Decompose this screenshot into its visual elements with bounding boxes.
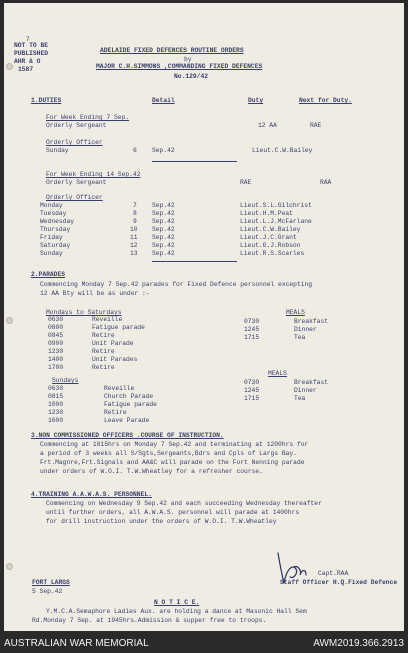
activity: Retire (92, 348, 115, 355)
activity: Retire (92, 332, 115, 339)
roster-officer: Lieut.H.M.Peat (240, 210, 293, 217)
roster-num: 7 (133, 202, 137, 209)
archive-name: AUSTRALIAN WAR MEMORIAL (4, 638, 149, 649)
roster-officer: Lieut.L.J.McFarlane (240, 218, 312, 225)
activity: Reveille (92, 316, 123, 323)
signatory-role: Staff Officer H.Q.Fixed Defence (280, 579, 398, 586)
time: 0630 (48, 385, 64, 392)
activity: Unit Parades (92, 356, 138, 363)
duty-value: RAA (320, 179, 332, 186)
duty-num: 6 (133, 147, 137, 154)
time: 1715 (244, 334, 260, 341)
roster-officer: Lieut.C.W.Bailey (240, 226, 301, 233)
column-header: Next for Duty. (299, 97, 352, 104)
roster-day: Wednesday (40, 218, 75, 225)
duty-value: RAE (240, 179, 252, 186)
punch-hole (6, 63, 13, 70)
section-heading: 2.PARADES (31, 271, 66, 278)
roster-num: 12 (130, 242, 138, 249)
schedule-heading: Mondays to Saturdays (46, 309, 122, 316)
meal: Breakfast (294, 318, 329, 325)
meals-heading: MEALS (268, 370, 287, 377)
schedule-heading: Sundays (52, 377, 79, 384)
duty-date: Sep.42 (152, 147, 175, 154)
archive-footer (0, 633, 408, 653)
paragraph-line: Commencing on Wednesday 9 Sep.42 and each succeeding Wednesday thereafter (46, 500, 322, 507)
notice-line: Y.M.C.A.Semaphore Ladies Aux. are holding a dance at Masonic Hall Sem (46, 608, 307, 615)
punch-hole (6, 563, 13, 570)
paragraph-line: a period of 3 weeks all S/Sgts,Sergeants,Bdrs and Cpls of Largs Bay. (40, 450, 297, 457)
commanding-officer: MAJOR C.H.SIMMONS ,COMMANDING FIXED DEFENCES (96, 63, 263, 70)
time: 1230 (48, 348, 64, 355)
meal: Dinner (294, 326, 317, 333)
roster-officer: Lieut.G.J.Robson (240, 242, 301, 249)
accession-number: AWM2019.366.2913 (313, 638, 404, 649)
roster-date: Sep.42 (152, 234, 175, 241)
issue-date: 5 Sep.42 (32, 588, 63, 595)
corner-line: 1587 (18, 66, 34, 73)
roster-date: Sep.42 (152, 210, 175, 217)
paragraph-line: for drill instruction under the orders of W.O.I. T.W.Wheatley (46, 518, 277, 525)
time: 0730 (244, 318, 260, 325)
time: 0730 (244, 379, 260, 386)
roster-day: Friday (40, 234, 63, 241)
duty-label: Orderly Sergeant (46, 179, 107, 186)
week-heading: For Week Ending 14 Sep.42 (46, 171, 141, 178)
time: 1245 (244, 326, 260, 333)
order-number: No.129/42 (174, 73, 209, 80)
roster-date: Sep.42 (152, 250, 175, 257)
roster-day: Sunday (40, 250, 63, 257)
activity: Unit Parade (92, 340, 134, 347)
roster-date: Sep.42 (152, 226, 175, 233)
time: 0900 (48, 340, 64, 347)
roster-date: Sep.42 (152, 242, 175, 249)
week-heading: For Week Ending 7 Sep. (46, 114, 130, 121)
paragraph-line: Commencing Monday 7 Sep.42 parades for Fixed Defence personnel excepting (40, 281, 313, 288)
roster-day: Saturday (40, 242, 71, 249)
time: 1000 (48, 401, 64, 408)
roster-day: Thursday (40, 226, 71, 233)
column-header: Duty (248, 97, 264, 104)
paragraph-line: 12 AA Bty will be as under :- (40, 290, 150, 297)
corner-mark: 7 (26, 36, 30, 43)
roster-officer: Lieut.R.S.Scarles (240, 250, 305, 257)
header-by: by (184, 56, 192, 63)
paragraph-line: under orders of W.O.I. T.W.Wheatley for a refresher course. (40, 468, 263, 475)
duty-value: RAE (310, 122, 322, 129)
roster-num: 10 (130, 226, 138, 233)
duty-label: Orderly Sergeant (46, 122, 107, 129)
time: 1230 (48, 409, 64, 416)
dashed-rule (152, 261, 237, 262)
meal: Breakfast (294, 379, 329, 386)
paragraph-line: Frt.Magnre,Frt.Signals and AA&C will parade on the Fort Nenning parade (40, 459, 305, 466)
roster-num: 11 (130, 234, 138, 241)
activity: Fatigue parade (92, 324, 145, 331)
duty-day: Sunday (46, 147, 69, 154)
activity: Retire (92, 364, 115, 371)
time: 1700 (48, 364, 64, 371)
duty-label: Orderly Officer (46, 139, 103, 146)
notice-heading: N O T I C E. (154, 599, 200, 606)
notice-line: Rd.Monday 7 Sep. at 1945hrs.Admission & supper free to troops. (32, 617, 267, 624)
time: 1715 (244, 395, 260, 402)
roster-num: 13 (130, 250, 138, 257)
activity: Reveille (104, 385, 135, 392)
document-page (4, 3, 404, 631)
time: 0630 (48, 316, 64, 323)
column-header: Detail (152, 97, 175, 104)
meal: Tea (294, 395, 306, 402)
punch-hole (6, 317, 13, 324)
dashed-rule (152, 161, 237, 162)
activity: Fatigue parade (104, 401, 157, 408)
section-heading: 1.DUTIES (31, 97, 62, 104)
corner-line: AHR & O (14, 58, 41, 65)
roster-num: 8 (133, 210, 137, 217)
paragraph-line: until further orders, all A.W.A.S. personnel will parade at 1400hrs (46, 509, 300, 516)
corner-line: NOT TO BE (14, 42, 49, 49)
issue-place: FORT LARGS (32, 579, 70, 586)
meals-heading: MEALS (286, 309, 305, 316)
roster-date: Sep.42 (152, 202, 175, 209)
roster-day: Tuesday (40, 210, 67, 217)
activity: Retire (104, 409, 127, 416)
roster-date: Sep.42 (152, 218, 175, 225)
roster-day: Monday (40, 202, 63, 209)
time: 1400 (48, 356, 64, 363)
time: 0845 (48, 332, 64, 339)
meal: Dinner (294, 387, 317, 394)
time: 0815 (48, 393, 64, 400)
time: 0800 (48, 324, 64, 331)
roster-officer: Lieut.S.L.Gilchrist (240, 202, 312, 209)
time: 1600 (48, 417, 64, 424)
paragraph-line: Commencing at 1015hrs on Monday 7 Sep.42 and terminating at 1200hrs for (40, 441, 309, 448)
document-title: ADELAIDE FIXED DEFENCES ROUTINE ORDERS (100, 47, 244, 54)
duty-value: 12 AA (258, 122, 277, 129)
corner-line: PUBLISHED (14, 50, 49, 57)
time: 1245 (244, 387, 260, 394)
section-heading: 3.NON COMMISSIONED OFFICERS .COURSE OF INSTRUCTION. (31, 432, 224, 439)
duty-label: Orderly Officer (46, 194, 103, 201)
roster-num: 9 (133, 218, 137, 225)
roster-officer: Lieut.J.C.Grant (240, 234, 297, 241)
section-heading: 4.TRAINING A.A.W.A.S. PERSONNEL. (31, 491, 152, 498)
signatory-rank: Capt.RAA (318, 570, 349, 577)
meal: Tea (294, 334, 306, 341)
activity: Church Parade (104, 393, 154, 400)
activity: Leave Parade (104, 417, 150, 424)
duty-officer: Lieut.C.W.Bailey (252, 147, 313, 154)
